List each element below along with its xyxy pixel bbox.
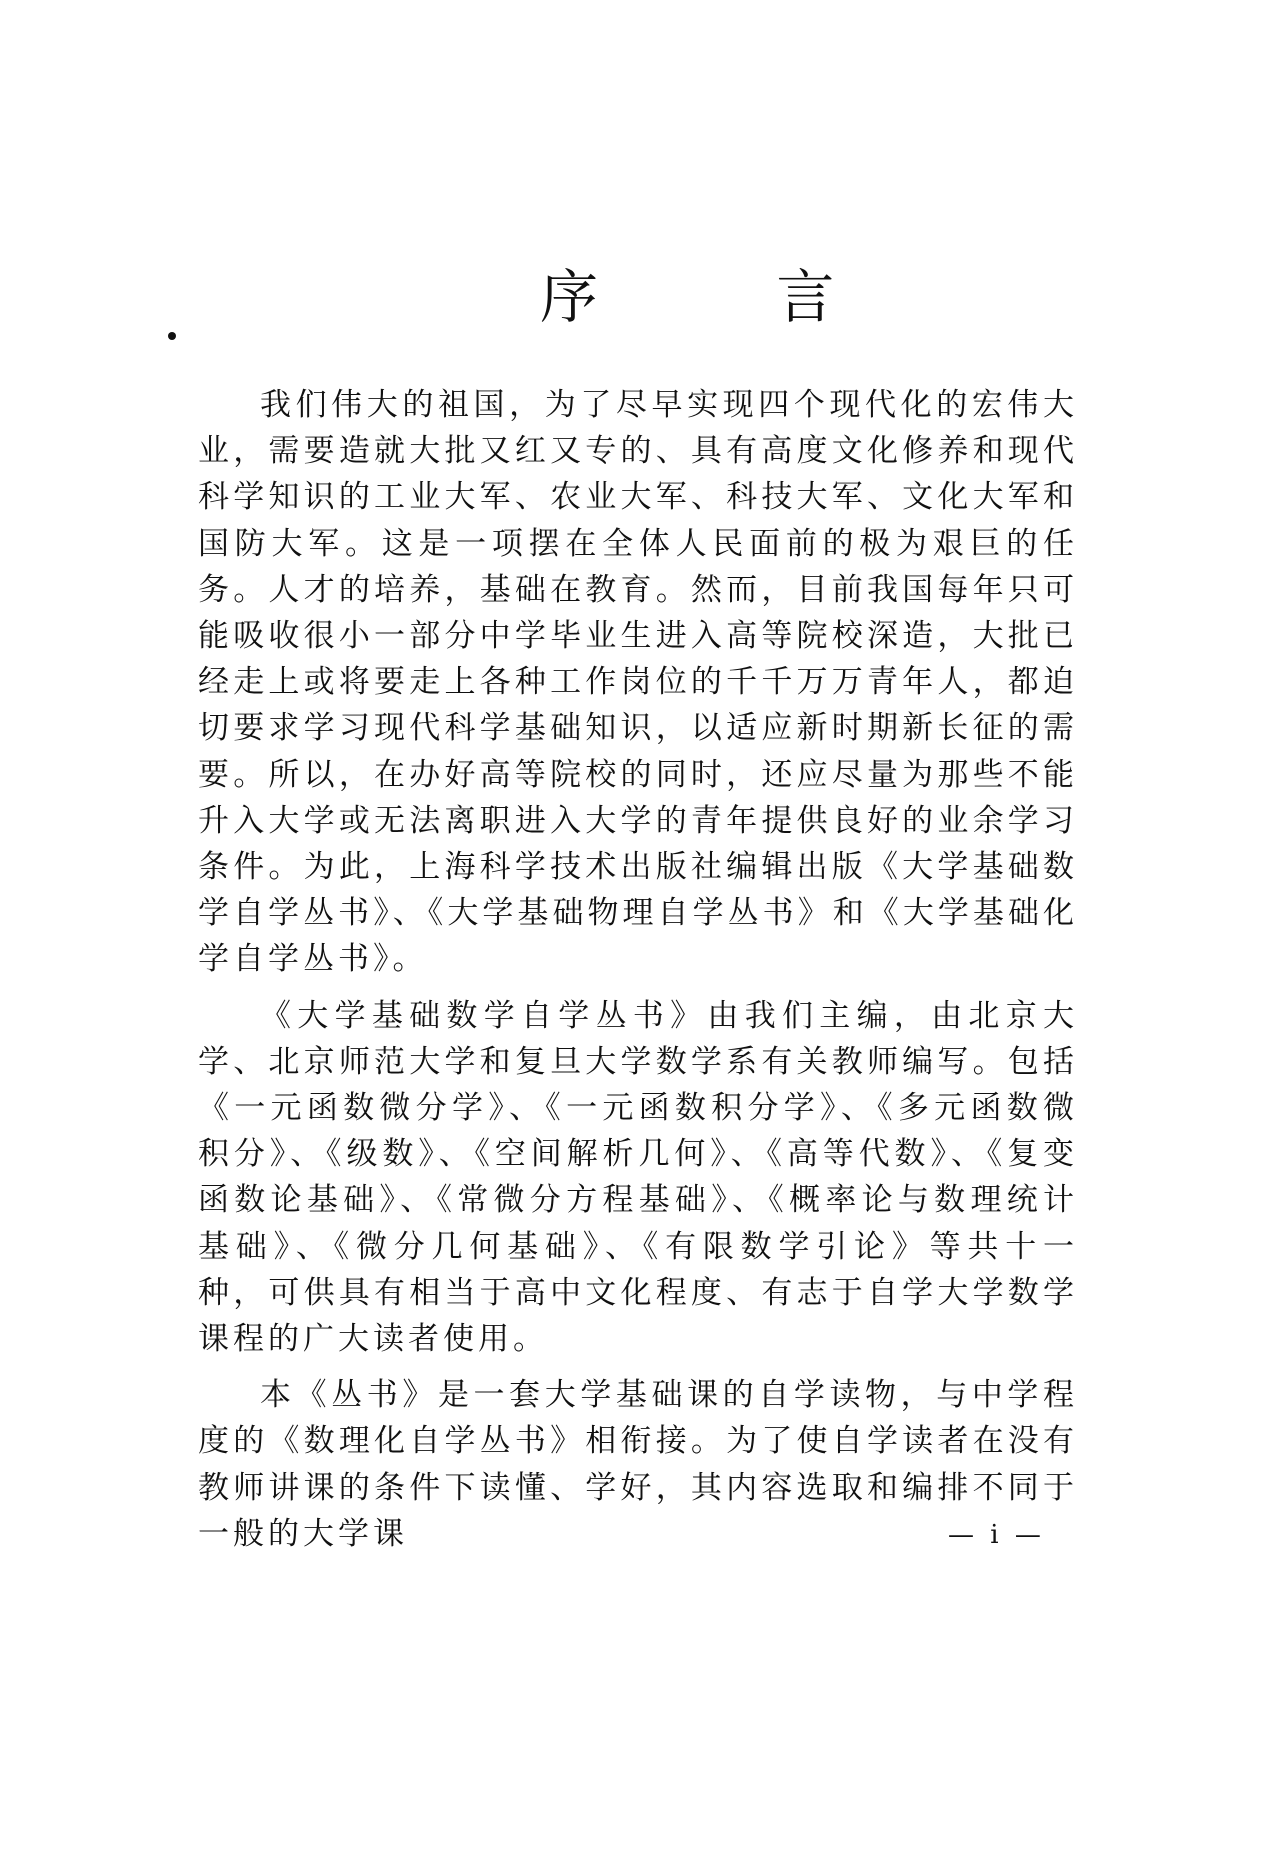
page-title: 序 言 (540, 263, 915, 331)
page-number: — i — (948, 1520, 1045, 1550)
paragraph-1: 我们伟大的祖国，为了尽早实现四个现代化的宏伟大业，需要造就大批又红又专的、具有高度文化修养和现代科学知识的工业大军、农业大军、科技大军、文化大军和国防大军。这是一项摆在全体人民面前的极为艰巨的任务。人才的培养，基础在教育。然而，目前我国每年只可能吸收很小一部分中学毕业生进入高等院校深造，大批已经走上或将要走上各种工作岗位的千千万万青年人，都迫切要求学习现代科学基础知识，以适应新时期新长征的需要。所以，在办好高等院校的同时，还应尽量为那些不能升入大学或无法离职进入大学的青年提供良好的业余学习条件。为此，上海科学技术出版社编辑出版《大学基础数学自学丛书》、《大学基础物理自学丛书》和《大学基础化学自学丛书》。 (198, 387, 1078, 978)
preface-body (198, 382, 1078, 1567)
paragraph-3: 本《丛书》是一套大学基础课的自学读物，与中学程度的《数理化自学丛书》相衔接。为了使自学读者在没有教师讲课的条件下读懂、学好，其内容选取和编排不同于一般的大学课 (198, 1377, 1078, 1552)
scan-speck (168, 332, 176, 340)
paragraph-2: 《大学基础数学自学丛书》由我们主编，由北京大学、北京师范大学和复旦大学数学系有关教师编写。包括《一元函数微分学》、《一元函数积分学》、《多元函数微积分》、《级数》、《空间解析几何》、《高等代数》、《复变函数论基础》、《常微分方程基础》、《概率论与数理统计基础》、《微分几何基础》、《有限数学引论》等共十一种，可供具有相当于高中文化程度、有志于自学大学数学课程的广大读者使用。 (198, 997, 1078, 1358)
